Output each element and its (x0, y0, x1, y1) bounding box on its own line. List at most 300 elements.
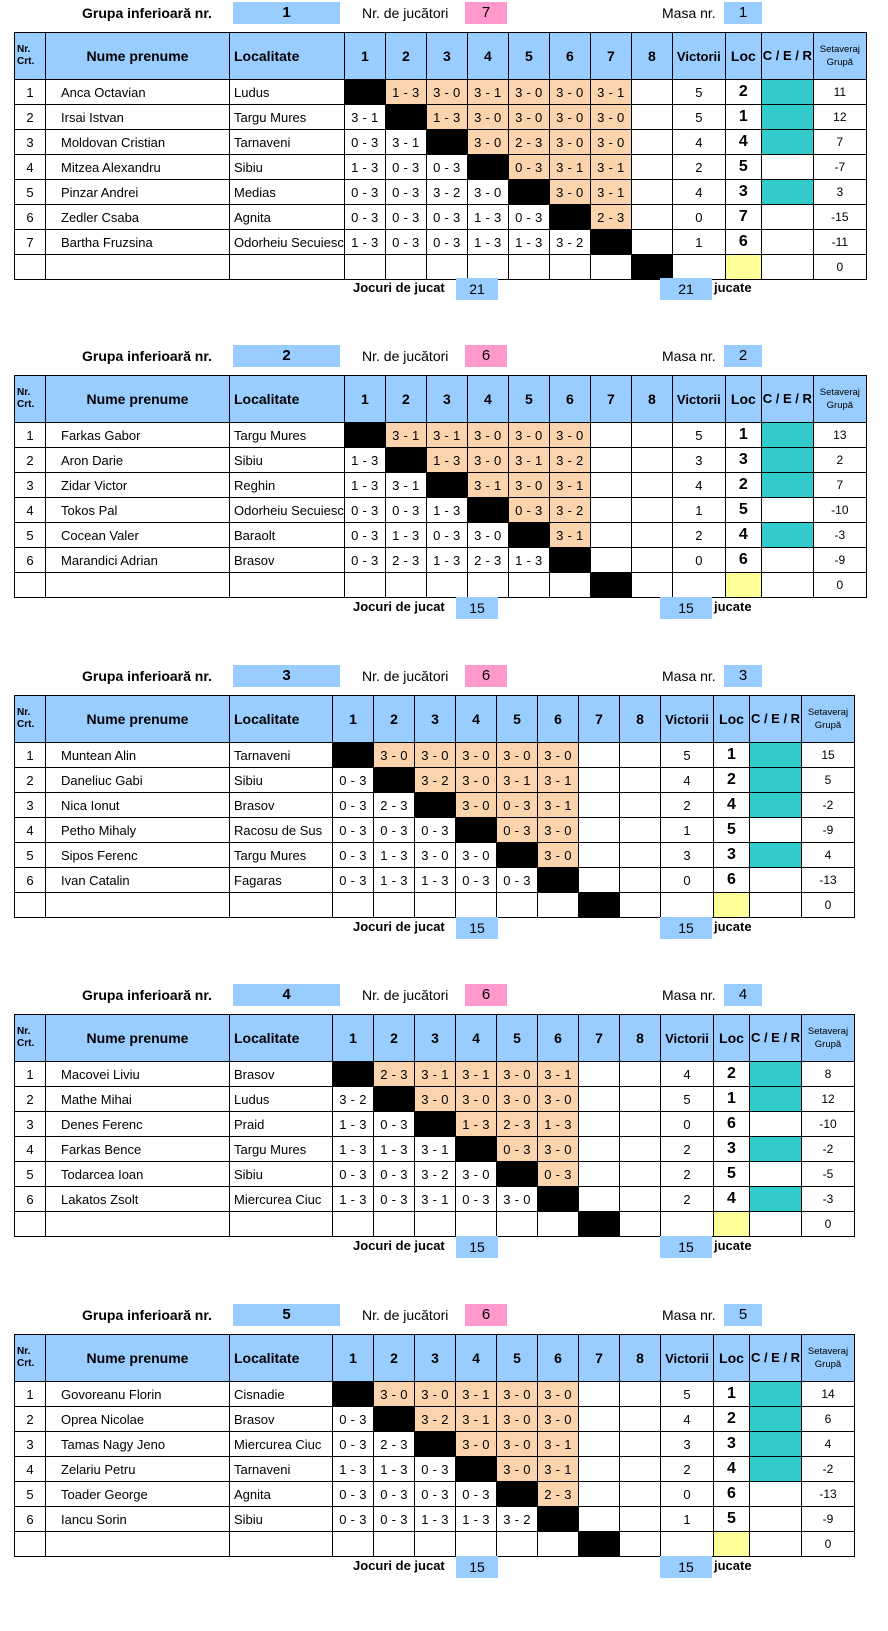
wins-value: 4 (661, 768, 714, 793)
match-score: 1 - 3 (333, 1112, 374, 1137)
match-score: 0 - 3 (333, 818, 374, 843)
wins-value: 5 (672, 105, 725, 130)
col-opponent-8: 8 (631, 376, 672, 423)
wins-value: 4 (661, 1062, 714, 1087)
match-score (579, 868, 620, 893)
player-row (15, 423, 867, 448)
player-city: Agnita (230, 1482, 333, 1507)
match-score (590, 448, 631, 473)
match-score: 0 - 3 (385, 498, 426, 523)
match-score (456, 1457, 497, 1482)
col-opponent-1: 1 (333, 1015, 374, 1062)
place-value: 2 (714, 1062, 750, 1087)
match-score (467, 255, 508, 280)
player-name (46, 255, 230, 280)
player-city: Odorheiu Secuiesc (230, 230, 345, 255)
wins-value: 4 (672, 473, 725, 498)
player-name: Sipos Ferenc (46, 843, 230, 868)
match-score (497, 893, 538, 918)
match-score (579, 1407, 620, 1432)
match-score (620, 1212, 661, 1237)
match-score: 1 - 3 (426, 105, 467, 130)
player-name: Muntean Alin (46, 743, 230, 768)
col-opponent-4: 4 (467, 33, 508, 80)
match-score (579, 818, 620, 843)
match-score: 3 - 0 (508, 105, 549, 130)
row-number: 2 (15, 1407, 46, 1432)
wins-value: 4 (672, 130, 725, 155)
games-to-play-value: 15 (456, 1556, 498, 1578)
table-label: Masa nr. (662, 348, 716, 364)
match-score: 1 - 3 (385, 80, 426, 105)
place-value: 4 (714, 1457, 750, 1482)
group-label: Grupa inferioară nr. (82, 1307, 212, 1323)
group-label: Grupa inferioară nr. (82, 668, 212, 684)
player-name: Denes Ferenc (46, 1112, 230, 1137)
match-score (620, 818, 661, 843)
match-score: 3 - 1 (456, 1382, 497, 1407)
match-score: 1 - 3 (415, 868, 456, 893)
match-score (631, 255, 672, 280)
setaverage-value: 0 (802, 1532, 855, 1557)
match-score (508, 573, 549, 598)
match-score: 3 - 1 (538, 1062, 579, 1087)
player-name: Marandici Adrian (46, 548, 230, 573)
place-value: 1 (714, 1382, 750, 1407)
match-score (631, 523, 672, 548)
match-score (497, 843, 538, 868)
col-cer: C / E / R (761, 33, 813, 80)
match-score: 2 - 3 (497, 1112, 538, 1137)
header-row (15, 376, 867, 423)
match-score: 1 - 3 (456, 1112, 497, 1137)
player-row (15, 548, 867, 573)
player-name: Mathe Mihai (46, 1087, 230, 1112)
wins-value: 0 (672, 548, 725, 573)
match-score (538, 868, 579, 893)
match-score (333, 1532, 374, 1557)
setaverage-value: 0 (802, 1212, 855, 1237)
match-score: 3 - 0 (456, 843, 497, 868)
match-score: 1 - 3 (385, 523, 426, 548)
col-setaverage: Setaveraj Grupă (813, 33, 866, 80)
player-name: Toader George (46, 1482, 230, 1507)
setaverage-value: 0 (802, 893, 855, 918)
setaverage-value: -13 (802, 1482, 855, 1507)
match-score: 3 - 0 (456, 1162, 497, 1187)
match-score (579, 1112, 620, 1137)
match-score (620, 768, 661, 793)
wins-value: 0 (661, 868, 714, 893)
cer-cell (750, 843, 802, 868)
match-score (549, 573, 590, 598)
match-score (590, 255, 631, 280)
col-wins: Victorii (672, 376, 725, 423)
match-score: 0 - 3 (374, 1507, 415, 1532)
player-row (15, 1382, 855, 1407)
table-label: Masa nr. (662, 5, 716, 21)
match-score: 0 - 3 (385, 180, 426, 205)
col-opponent-1: 1 (333, 696, 374, 743)
place-value: 1 (714, 1087, 750, 1112)
group-label: Grupa inferioară nr. (82, 987, 212, 1003)
match-score: 3 - 0 (374, 1382, 415, 1407)
match-score: 2 - 3 (385, 548, 426, 573)
place-value: 1 (714, 743, 750, 768)
setaverage-value: -10 (813, 498, 866, 523)
player-name: Petho Mihaly (46, 818, 230, 843)
setaverage-value: 3 (813, 180, 866, 205)
col-opponent-7: 7 (590, 376, 631, 423)
match-score (385, 573, 426, 598)
player-city: Odorheiu Secuiesc (230, 498, 345, 523)
match-score: 3 - 0 (426, 80, 467, 105)
player-name: Bartha Fruzsina (46, 230, 230, 255)
setaverage-value: -11 (813, 230, 866, 255)
match-score: 3 - 0 (415, 743, 456, 768)
col-opponent-7: 7 (579, 1335, 620, 1382)
players-count: 6 (465, 665, 507, 687)
player-name: Farkas Gabor (46, 423, 230, 448)
match-score: 2 - 3 (467, 548, 508, 573)
match-score: 0 - 3 (456, 868, 497, 893)
match-score: 0 - 3 (426, 523, 467, 548)
player-city: Praid (230, 1112, 333, 1137)
player-row (15, 130, 867, 155)
match-score (631, 230, 672, 255)
col-city: Localitate (230, 1015, 333, 1062)
games-played-value: 15 (660, 597, 712, 619)
player-row (15, 1507, 855, 1532)
row-number: 4 (15, 155, 46, 180)
match-score: 3 - 0 (538, 1087, 579, 1112)
col-opponent-5: 5 (497, 1335, 538, 1382)
setaverage-value: 4 (802, 843, 855, 868)
match-score: 3 - 0 (549, 80, 590, 105)
group-label: Grupa inferioară nr. (82, 348, 212, 364)
cer-cell (761, 523, 813, 548)
match-score (579, 893, 620, 918)
player-city: Brasov (230, 1062, 333, 1087)
match-score (631, 180, 672, 205)
col-opponent-4: 4 (456, 696, 497, 743)
match-score: 3 - 0 (415, 1382, 456, 1407)
cer-cell (750, 1137, 802, 1162)
col-name: Nume prenume (46, 376, 230, 423)
match-score: 3 - 2 (415, 768, 456, 793)
cer-cell (750, 793, 802, 818)
match-score: 0 - 3 (344, 523, 385, 548)
col-cer: C / E / R (750, 696, 802, 743)
cer-cell (761, 105, 813, 130)
player-city: Targu Mures (230, 1137, 333, 1162)
player-name: Mitzea Alexandru (46, 155, 230, 180)
match-score: 2 - 3 (508, 130, 549, 155)
match-score: 3 - 0 (538, 818, 579, 843)
col-place: Loc (714, 1015, 750, 1062)
row-number: 5 (15, 1162, 46, 1187)
place-value (725, 255, 761, 280)
cer-cell (761, 205, 813, 230)
col-nr: Nr. Crt. (15, 33, 46, 80)
match-score (579, 1532, 620, 1557)
setaverage-value: -2 (802, 1457, 855, 1482)
table-number: 4 (724, 984, 762, 1006)
match-score: 3 - 0 (549, 423, 590, 448)
row-number: 3 (15, 1112, 46, 1137)
player-row (15, 1162, 855, 1187)
match-score: 3 - 1 (590, 155, 631, 180)
match-score: 3 - 2 (333, 1087, 374, 1112)
player-name: Lakatos Zsolt (46, 1187, 230, 1212)
match-score (549, 205, 590, 230)
wins-value: 3 (661, 1432, 714, 1457)
player-city: Brasov (230, 548, 345, 573)
player-city: Sibiu (230, 1162, 333, 1187)
place-value: 5 (714, 1162, 750, 1187)
match-score: 0 - 3 (385, 155, 426, 180)
place-value (725, 573, 761, 598)
match-score: 0 - 3 (497, 818, 538, 843)
match-score: 1 - 3 (333, 1187, 374, 1212)
cer-cell (761, 180, 813, 205)
wins-value: 1 (672, 230, 725, 255)
col-opponent-2: 2 (374, 696, 415, 743)
match-score (631, 423, 672, 448)
player-city: Tarnaveni (230, 130, 345, 155)
match-score (415, 1432, 456, 1457)
setaverage-value: -10 (802, 1112, 855, 1137)
match-score: 3 - 1 (508, 448, 549, 473)
match-score: 3 - 0 (497, 1407, 538, 1432)
player-city: Ludus (230, 80, 345, 105)
player-city: Tarnaveni (230, 1457, 333, 1482)
row-number: 2 (15, 768, 46, 793)
cer-cell (750, 1062, 802, 1087)
match-score: 3 - 0 (456, 768, 497, 793)
setaverage-value: 0 (813, 573, 866, 598)
row-number: 1 (15, 423, 46, 448)
match-score: 1 - 3 (344, 448, 385, 473)
col-opponent-6: 6 (549, 376, 590, 423)
row-number (15, 1212, 46, 1237)
group-number: 5 (233, 1304, 340, 1326)
player-row (15, 155, 867, 180)
player-name: Cocean Valer (46, 523, 230, 548)
match-score (579, 1137, 620, 1162)
row-number: 4 (15, 1137, 46, 1162)
table-number: 1 (724, 2, 762, 24)
col-name: Nume prenume (46, 1335, 230, 1382)
setaverage-value: 11 (813, 80, 866, 105)
match-score: 3 - 0 (467, 180, 508, 205)
match-score (631, 448, 672, 473)
match-score (620, 1062, 661, 1087)
cer-cell (761, 448, 813, 473)
player-row (15, 1532, 855, 1557)
player-name: Anca Octavian (46, 80, 230, 105)
player-city: Medias (230, 180, 345, 205)
match-score: 1 - 3 (467, 205, 508, 230)
match-score (579, 1457, 620, 1482)
match-score (344, 255, 385, 280)
wins-value: 5 (672, 423, 725, 448)
wins-value (661, 1532, 714, 1557)
match-score: 3 - 0 (508, 473, 549, 498)
match-score: 0 - 3 (333, 1407, 374, 1432)
match-score (620, 793, 661, 818)
setaverage-value: -3 (802, 1187, 855, 1212)
player-name (46, 1532, 230, 1557)
match-score: 0 - 3 (508, 498, 549, 523)
games-played-label: jucate (714, 1558, 752, 1573)
setaverage-value: -9 (813, 548, 866, 573)
match-score (333, 1382, 374, 1407)
player-row (15, 498, 867, 523)
match-score: 1 - 3 (333, 1137, 374, 1162)
match-score: 3 - 1 (426, 423, 467, 448)
row-number: 3 (15, 1432, 46, 1457)
match-score: 3 - 0 (456, 1087, 497, 1112)
players-label: Nr. de jucători (362, 987, 449, 1003)
results-table (14, 1014, 855, 1237)
place-value: 1 (725, 423, 761, 448)
table-number: 2 (724, 345, 762, 367)
match-score (508, 180, 549, 205)
match-score: 2 - 3 (590, 205, 631, 230)
match-score: 0 - 3 (333, 768, 374, 793)
match-score (620, 1482, 661, 1507)
player-row (15, 1187, 855, 1212)
cer-cell (761, 80, 813, 105)
row-number: 2 (15, 448, 46, 473)
match-score (497, 1162, 538, 1187)
games-to-play-value: 21 (456, 278, 498, 300)
player-row (15, 1212, 855, 1237)
player-name: Tamas Nagy Jeno (46, 1432, 230, 1457)
match-score: 3 - 0 (538, 1382, 579, 1407)
players-count: 6 (465, 984, 507, 1006)
players-count: 7 (465, 2, 507, 24)
player-city: Sibiu (230, 155, 345, 180)
player-row (15, 180, 867, 205)
match-score (426, 473, 467, 498)
match-score: 0 - 3 (497, 793, 538, 818)
group-header (0, 663, 888, 689)
col-opponent-2: 2 (374, 1335, 415, 1382)
player-row (15, 868, 855, 893)
results-table (14, 32, 867, 280)
col-setaverage: Setaveraj Grupă (802, 696, 855, 743)
player-row (15, 843, 855, 868)
group-3 (0, 663, 888, 963)
player-row (15, 573, 867, 598)
match-score: 3 - 0 (374, 743, 415, 768)
place-value: 5 (714, 818, 750, 843)
match-score: 3 - 2 (415, 1407, 456, 1432)
match-score (620, 868, 661, 893)
match-score: 3 - 0 (467, 448, 508, 473)
wins-value: 2 (661, 1162, 714, 1187)
col-city: Localitate (230, 1335, 333, 1382)
header-row (15, 33, 867, 80)
match-score: 0 - 3 (456, 1482, 497, 1507)
match-score (456, 1137, 497, 1162)
match-score: 0 - 3 (426, 155, 467, 180)
match-score (426, 130, 467, 155)
match-score (456, 1212, 497, 1237)
match-score (508, 255, 549, 280)
match-score (426, 255, 467, 280)
place-value: 2 (714, 1407, 750, 1432)
row-number: 1 (15, 80, 46, 105)
match-score (374, 1087, 415, 1112)
match-score (620, 1382, 661, 1407)
cer-cell (750, 893, 802, 918)
player-city: Sibiu (230, 448, 345, 473)
row-number: 2 (15, 1087, 46, 1112)
match-score: 3 - 0 (497, 1457, 538, 1482)
player-row (15, 473, 867, 498)
match-score (631, 105, 672, 130)
match-score: 0 - 3 (344, 180, 385, 205)
cer-cell (750, 818, 802, 843)
col-wins: Victorii (672, 33, 725, 80)
setaverage-value: 5 (802, 768, 855, 793)
match-score (467, 155, 508, 180)
row-number: 7 (15, 230, 46, 255)
match-score (579, 1162, 620, 1187)
match-score (631, 130, 672, 155)
setaverage-value: -15 (813, 205, 866, 230)
match-score: 3 - 1 (456, 1407, 497, 1432)
cer-cell (750, 1482, 802, 1507)
cer-cell (750, 868, 802, 893)
match-score (467, 573, 508, 598)
setaverage-value: 15 (802, 743, 855, 768)
place-value: 6 (725, 548, 761, 573)
row-number: 5 (15, 523, 46, 548)
match-score: 0 - 3 (344, 548, 385, 573)
wins-value: 0 (661, 1112, 714, 1137)
wins-value (672, 573, 725, 598)
match-score (620, 843, 661, 868)
place-value: 5 (714, 1507, 750, 1532)
wins-value (661, 893, 714, 918)
player-city: Agnita (230, 205, 345, 230)
cer-cell (750, 1532, 802, 1557)
setaverage-value: 12 (802, 1087, 855, 1112)
match-score: 3 - 2 (549, 448, 590, 473)
match-score (590, 423, 631, 448)
player-name: Ivan Catalin (46, 868, 230, 893)
match-score: 0 - 3 (374, 818, 415, 843)
col-opponent-6: 6 (538, 696, 579, 743)
match-score (579, 1212, 620, 1237)
col-opponent-8: 8 (620, 696, 661, 743)
match-score (344, 573, 385, 598)
games-played-label: jucate (714, 280, 752, 295)
match-score: 3 - 1 (549, 155, 590, 180)
games-played-value: 21 (660, 278, 712, 300)
match-score (385, 105, 426, 130)
row-number: 2 (15, 105, 46, 130)
match-score: 1 - 3 (538, 1112, 579, 1137)
wins-value (661, 1212, 714, 1237)
match-score: 3 - 0 (497, 1382, 538, 1407)
match-score: 3 - 2 (415, 1162, 456, 1187)
match-score (426, 573, 467, 598)
